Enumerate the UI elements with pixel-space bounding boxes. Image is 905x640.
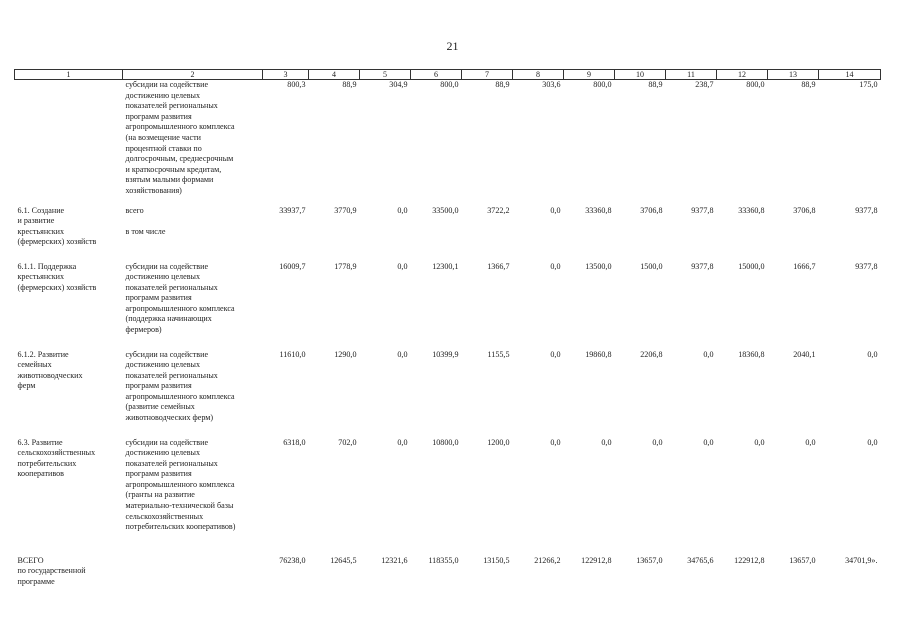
row-description-line: достижению целевых [125,448,200,458]
column-number: 5 [360,70,411,80]
value-cell: 12645,5 [330,555,357,565]
table-row [15,206,881,262]
value-cell: 19860,8 [585,349,612,359]
table-row [15,350,881,438]
row-name-line: (фермерских) хозяйств [17,237,97,247]
value-cell: 16009,7 [279,261,306,271]
value-cell: 0,0 [703,437,714,447]
value-cell: 0,0 [703,349,714,359]
row-name-cell [15,80,123,206]
value-cell: 11610,0 [279,349,306,359]
column-number: 8 [513,70,564,80]
row-name-line: крестьянских [17,226,65,236]
value-cell: 1778,9 [334,261,357,271]
row-name-cell [15,350,123,438]
value-cell: 33937,7 [279,205,306,215]
page-number: 21 [446,39,459,53]
column-number: 3 [263,70,309,80]
value-cell: 13150,5 [483,555,510,565]
row-name-cell [15,438,123,556]
row-description-line: процентной ставки по [125,143,202,153]
value-cell: 0,0 [550,261,561,271]
value-cell: 88,9 [342,80,357,89]
value-cell: 6318,0 [283,437,306,447]
value-cell: 33360,8 [738,205,765,215]
value-cell: 0,0 [550,437,561,447]
row-description-cell [123,262,263,350]
row-description-line: хозяйствования) [125,185,182,195]
value-cell: 800,0 [593,80,612,89]
row-description-line: и краткосрочным кредитам, [125,164,222,174]
value-cell: 9377,8 [855,261,878,271]
value-cell: 800,0 [440,80,459,89]
value-cell: 0,0 [867,437,878,447]
value-cell: 0,0 [601,437,612,447]
program-budget-table [14,69,881,596]
row-description-line: показателей региональных [125,282,218,292]
value-cell: 2040,1 [793,349,816,359]
value-cell: 88,9 [495,80,510,89]
row-description-line: показателей региональных [125,101,218,111]
row-description-cell [123,438,263,556]
value-cell: 0,0 [652,437,663,447]
row-name-line: программе [17,576,55,586]
row-description-line: взятым малыми формами [125,175,214,185]
row-name-line: 6.1.1. Поддержка [17,261,77,271]
value-cell: 0,0 [550,205,561,215]
row-name-line: ВСЕГО [17,555,44,565]
value-cell: 118355,0 [428,555,459,565]
value-cell: 10399,9 [432,349,459,359]
table-body [15,80,881,596]
row-description-cell [123,206,263,262]
value-cell: 13500,0 [585,261,612,271]
value-cell: 0,0 [397,437,408,447]
row-description-cell [123,556,263,596]
row-description-line: (на возмещение части [125,132,201,142]
value-cell: 0,0 [397,349,408,359]
row-description-line: фермеров) [125,325,162,335]
column-number: 10 [615,70,666,80]
value-cell: 800,0 [746,80,765,89]
row-description-line: достижению целевых [125,360,200,370]
value-cell: 0,0 [397,261,408,271]
column-number: 11 [666,70,717,80]
row-description-line: субсидии на содействие [125,80,209,89]
table-row [15,438,881,556]
row-description-line: долгосрочным, среднесрочным [125,154,234,164]
column-number: 12 [717,70,768,80]
value-cell: 1500,0 [640,261,663,271]
row-description-line: программ развития [125,111,192,121]
row-description-line: программ развития [125,469,192,479]
value-cell: 0,0 [805,437,816,447]
row-description-line: животноводческих ферм) [125,413,214,423]
value-cell: 702,0 [338,437,357,447]
value-cell: 304,9 [389,80,408,89]
row-description-line: агропромышленного комплекса [125,391,235,401]
value-cell: 3770,9 [334,205,357,215]
row-name-line: 6.1.2. Развитие [17,349,69,359]
value-cell: 1666,7 [793,261,816,271]
value-cell: 0,0 [550,349,561,359]
value-cell: 1366,7 [487,261,510,271]
row-description-line: субсидии на содействие [125,437,209,447]
column-number: 13 [768,70,819,80]
row-description-line: (гранты на развитие [125,490,195,500]
row-description-cell [123,350,263,438]
value-cell: 2206,8 [640,349,663,359]
value-cell: 0,0 [867,349,878,359]
value-cell: 1155,5 [487,349,510,359]
value-cell: 238,7 [695,80,714,89]
value-cell: 12321,6 [381,555,408,565]
value-cell: 15000,0 [738,261,765,271]
value-cell: 33500,0 [432,205,459,215]
value-cell: 88,9 [801,80,816,89]
row-name-line: семейных [17,360,52,370]
row-description-line: (поддержка начинающих [125,314,212,324]
row-description-line: в том числе [125,226,166,236]
table-row [15,262,881,350]
row-description-line: потребительских кооперативов) [125,522,236,532]
value-cell: 34701,9». [845,555,878,565]
value-cell: 21266,2 [534,555,561,565]
value-cell: 800,3 [287,80,306,89]
value-cell: 3706,8 [640,205,663,215]
row-name-line: и развитие [17,216,55,226]
row-description-line: программ развития [125,293,192,303]
column-number: 1 [15,70,123,80]
value-cell: 122912,8 [734,555,765,565]
value-cell: 3706,8 [793,205,816,215]
value-cell: 13657,0 [636,555,663,565]
column-number: 6 [411,70,462,80]
row-description-line: агропромышленного комплекса [125,479,235,489]
row-description-line: программ развития [125,381,192,391]
value-cell: 0,0 [754,437,765,447]
value-cell: 76238,0 [279,555,306,565]
row-description-line [126,216,260,227]
value-cell: 12300,1 [432,261,459,271]
row-description-line: всего [125,205,144,215]
value-cell: 34765,6 [687,555,714,565]
column-number: 9 [564,70,615,80]
column-number: 7 [462,70,513,80]
value-cell: 88,9 [648,80,663,89]
row-description-line: агропромышленного комплекса [125,122,235,132]
row-name-line: животноводческих [17,370,83,380]
column-number: 2 [123,70,263,80]
row-name-line: кооперативов [17,469,64,479]
value-cell: 18360,8 [738,349,765,359]
row-description-line: (развитие семейных [125,402,195,412]
row-name-line: ферм [17,381,36,391]
row-name-line: по государственной [17,566,86,576]
value-cell: 303,6 [542,80,561,89]
value-cell: 9377,8 [691,261,714,271]
row-name-cell [15,556,123,596]
value-cell: 10800,0 [432,437,459,447]
row-name-line: (фермерских) хозяйств [17,282,97,292]
value-cell: 9377,8 [855,205,878,215]
value-cell: 0,0 [397,205,408,215]
column-number: 4 [309,70,360,80]
row-description-cell [123,80,263,206]
value-cell: 3722,2 [487,205,510,215]
value-cell: 1200,0 [487,437,510,447]
row-description-line: сельскохозяйственных [125,511,204,521]
row-description-line: достижению целевых [125,90,200,100]
value-cell: 175,0 [859,80,878,89]
value-cell: 13657,0 [789,555,816,565]
row-description-line: показателей региональных [125,458,218,468]
value-cell: 1290,0 [334,349,357,359]
row-name-line: потребительских [17,458,77,468]
row-name-line: крестьянских [17,272,65,282]
row-name-line: 6.3. Развитие [17,437,63,447]
row-name-line: 6.1. Создание [17,205,65,215]
row-name-cell [15,206,123,262]
value-cell: 33360,8 [585,205,612,215]
table-row [15,556,881,596]
value-cell: 122912,8 [581,555,612,565]
row-description-line: агропромышленного комплекса [125,303,235,313]
row-name-line: сельскохозяйственных [17,448,96,458]
row-description-line: субсидии на содействие [125,261,209,271]
row-description-line: субсидии на содействие [125,349,209,359]
row-description-line: показателей региональных [125,370,218,380]
column-number-row [15,70,881,80]
row-name-cell [15,262,123,350]
row-description-line: материально-технической базы [125,501,234,511]
column-number: 14 [819,70,881,80]
table-row [15,80,881,206]
value-cell: 9377,8 [691,205,714,215]
row-description-line: достижению целевых [125,272,200,282]
